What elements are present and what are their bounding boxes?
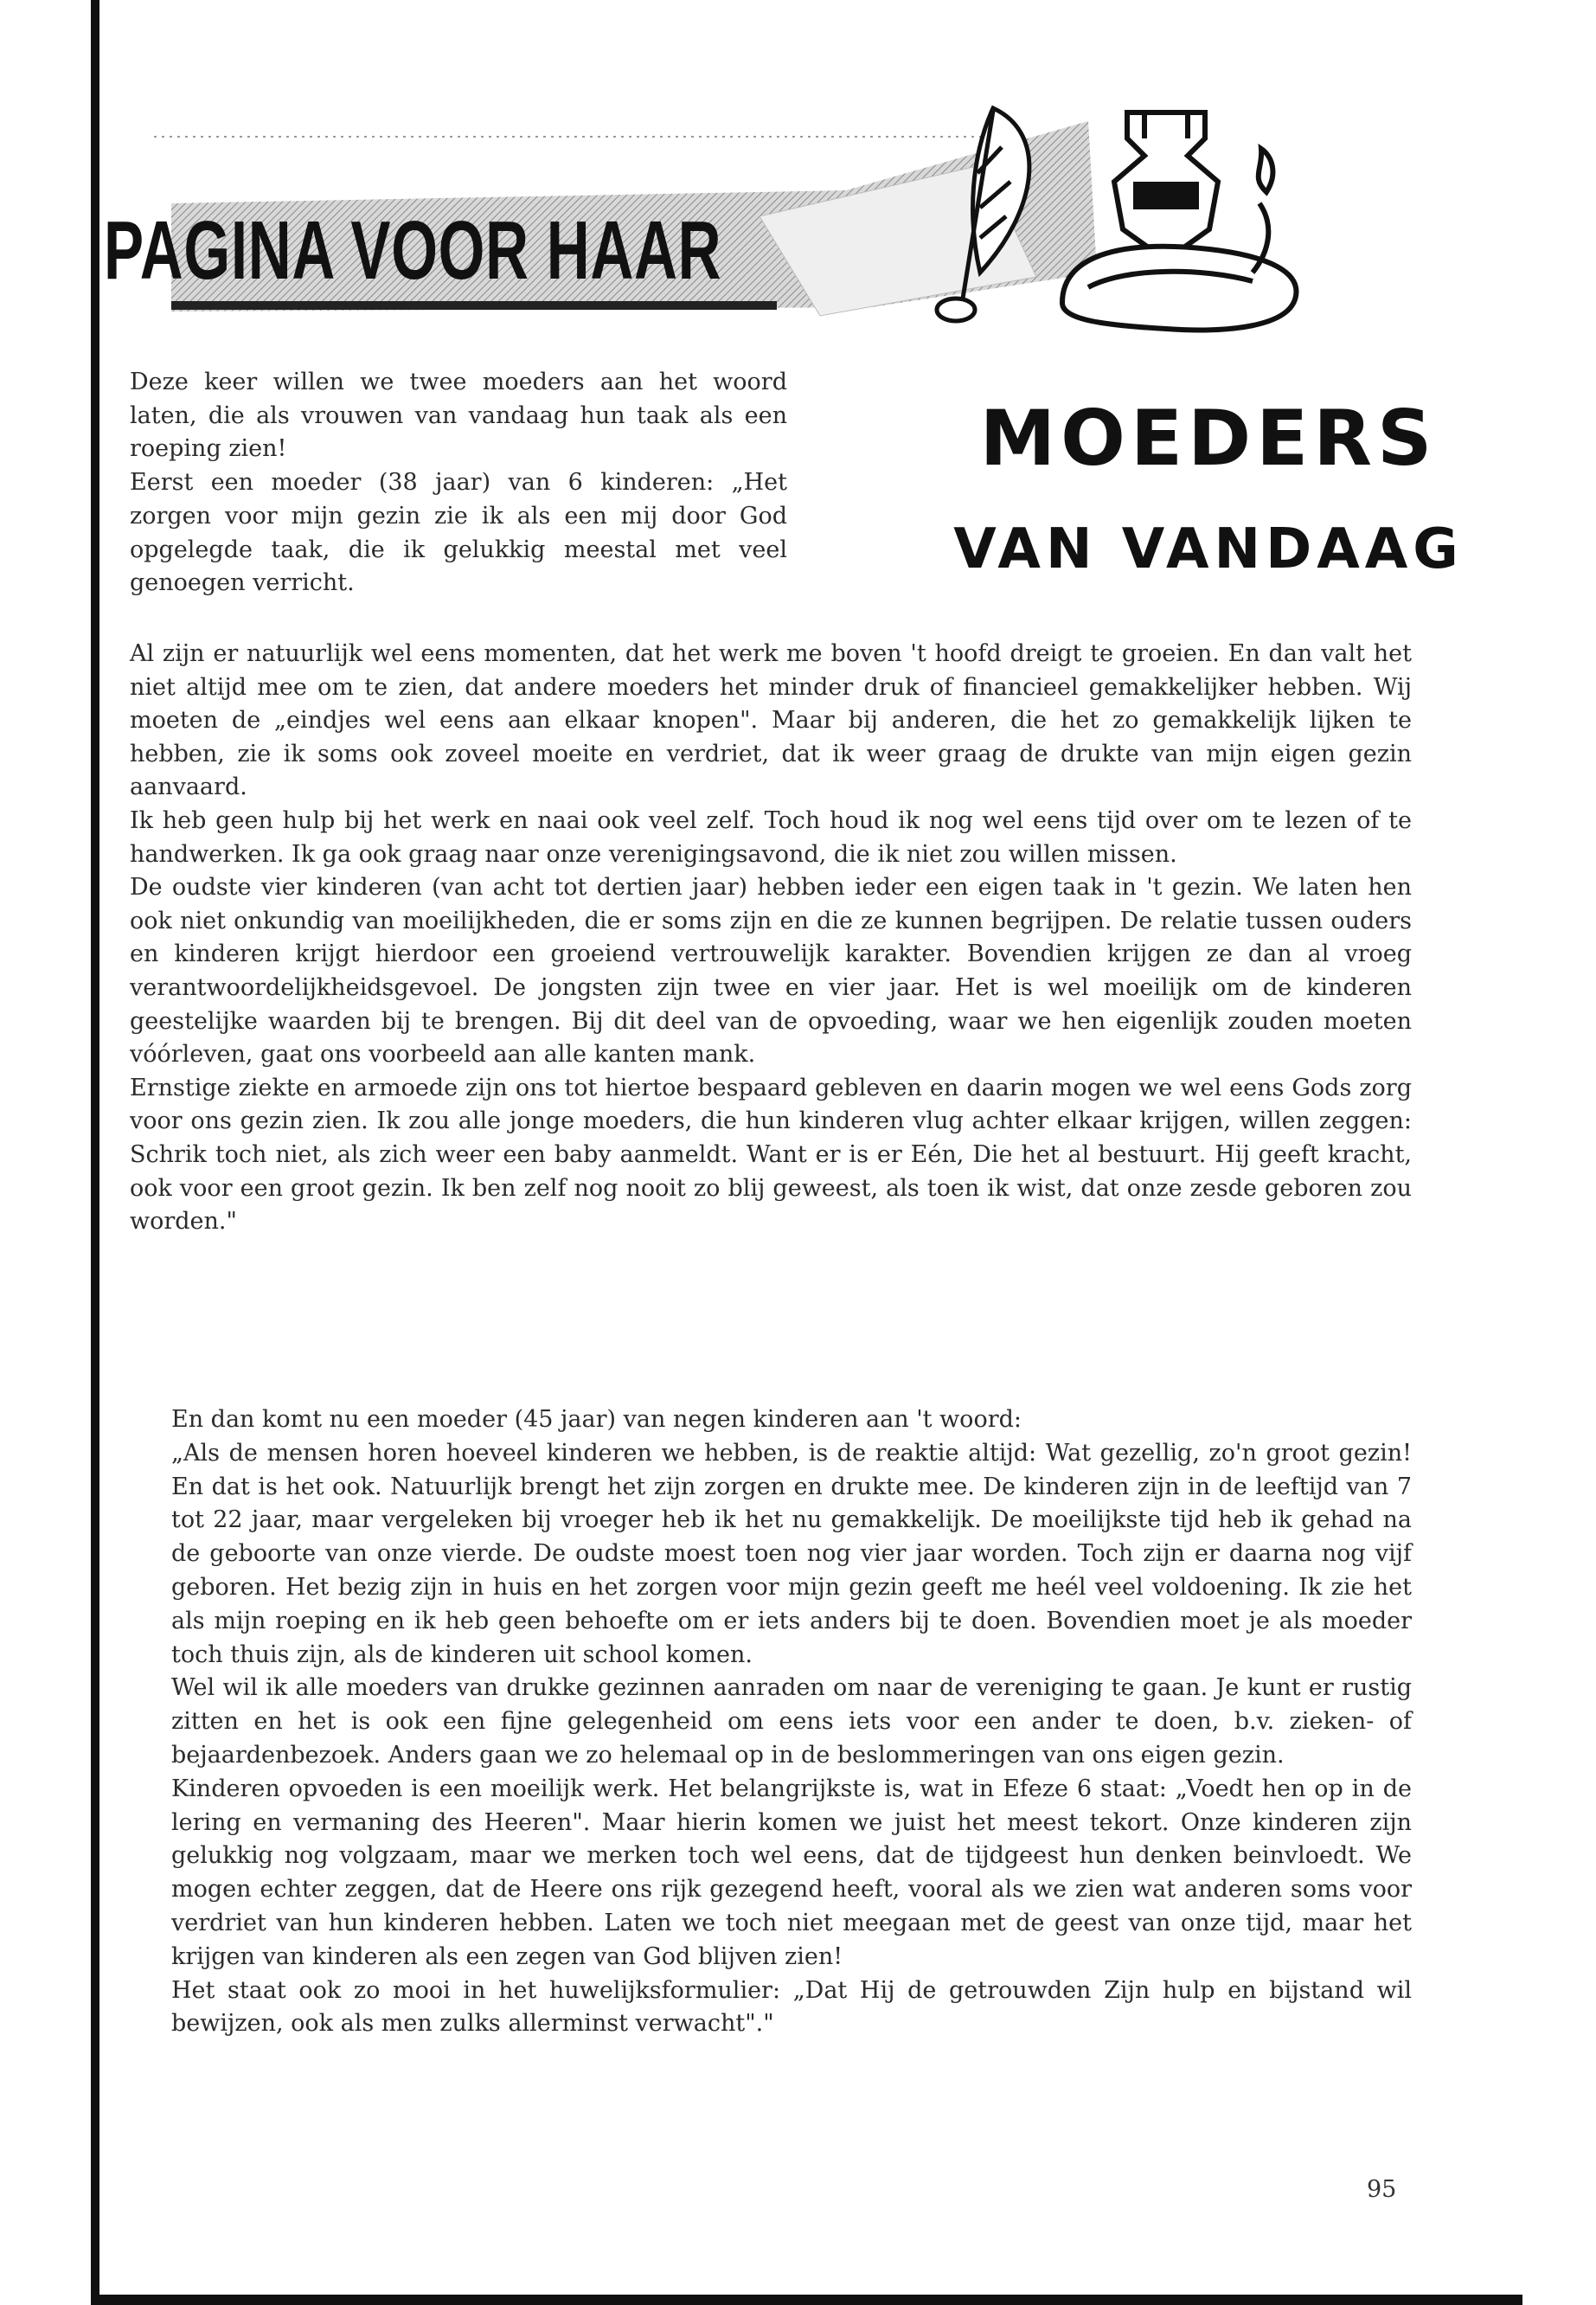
oil-lamp-icon xyxy=(1062,112,1296,330)
article-intro xyxy=(130,366,787,600)
article-subtitle: VAN VANDAAG xyxy=(953,517,1464,581)
paragraph: En dan komt nu een moeder (45 jaar) van negen kinderen aan 't woord: xyxy=(171,1406,1022,1433)
second-mother-text xyxy=(171,1403,1412,2041)
paragraph: Ernstige ziekte en armoede zijn ons tot hiertoe bespaard gebleven en daarin mogen we wel eens Gods zorg voor ons gezin zien. Ik zou alle jonge moeders, die hun kinderen vlug achter elkaar krijgen, willen zeggen: Schrik toch niet, als zich weer een baby aanmeldt. Want er is er Eén, Die het al bestuurt. Hij geeft kracht, ook voor een groot gezin. Ik ben zelf nog nooit zo blij geweest, als toen ik wist, dat onze zesde geboren zou worden." xyxy=(130,1074,1412,1236)
page-header-title: PAGINA VOOR HAAR xyxy=(104,204,722,297)
intro-paragraph: Deze keer willen we twee moeders aan het woord laten, die als vrouwen van vandaag hun taak als een roeping zien! xyxy=(130,369,787,463)
paragraph: Kinderen opvoeden is een moeilijk werk. Het belangrijkste is, wat in Efeze 6 staat: „Voedt hen op in de lering en vermaning des Heeren". Maar hierin komen we juist het meest tekort. Onze kinderen zijn gelukkig nog volgzaam, maar we merken toch wel eens, dat de tijdgeest hun denken beinvloedt. We mogen echter zeggen, dat de Heere ons rijk gezegend heeft, vooral als we zien wat anderen soms voor verdriet van hun kinderen hebben. Laten we toch niet meegaan met de geest van onze tijd, maar het krijgen van kinderen als een zegen van God blijven zien! xyxy=(171,1775,1412,1970)
intro-paragraph: Eerst een moeder (38 jaar) van 6 kinderen: „Het zorgen voor mijn gezin zie ik als een mij door God opgelegde taak, die ik gelukkig meestal met veel genoegen verricht. xyxy=(130,469,787,597)
paragraph: Ik heb geen hulp bij het werk en naai ook veel zelf. Toch houd ik nog wel eens tijd over om te lezen of te handwerken. Ik ga ook graag naar onze verenigingsavond, die ik niet zou willen missen. xyxy=(130,806,1412,868)
paragraph: „Als de mensen horen hoeveel kinderen we hebben, is de reaktie altijd: Wat gezellig, zo'n groot gezin! En dat is het ook. Natuurlijk brengt het zijn zorgen en drukte mee. De kinderen zijn in de leeftijd van 7 tot 22 jaar, maar vergeleken bij vroeger heb ik het nu gemakkelijk. De moeilijkste tijd heb ik gehad na de geboorte van onze vierde. De oudste moest toen nog vier jaar worden. Toch zijn er daarna nog vijf geboren. Het bezig zijn in huis en het zorgen voor mijn gezin geeft me heél veel voldoening. Ik zie het als mijn roeping en ik heb geen behoefte om er iets anders bij te doen. Bovendien moet je als moeder toch thuis zijn, als de kinderen uit school komen. xyxy=(171,1439,1412,1668)
paragraph: Wel wil ik alle moeders van drukke gezinnen aanraden om naar de vereniging te gaan. Je kunt er rustig zitten en het is ook een fijne gelegenheid om eens iets voor een ander te doen, b.v. zieken- of bejaardenbezoek. Anders gaan we zo helemaal op in de beslommeringen van ons eigen gezin. xyxy=(171,1674,1412,1769)
paragraph: Het staat ook zo mooi in het huwelijksformulier: „Dat Hij de getrouwden Zijn hulp en bijstand wil bewijzen, ook als men zulks allerminst verwacht"." xyxy=(171,1976,1412,2038)
first-mother-text xyxy=(130,638,1412,1239)
page-number: 95 xyxy=(1367,2176,1397,2203)
paragraph: Al zijn er natuurlijk wel eens momenten, dat het werk me boven 't hoofd dreigt te groeien. En dan valt het niet altijd mee om te zien, dat andere moeders het minder druk of financieel gemakkelijker hebben. Wij moeten de „eindjes wel eens aan elkaar knopen". Maar bij anderen, die het zo gemakkelijk lijken te hebben, zie ik soms ook zoveel moeite en verdriet, dat ik weer graag de drukte van mijn eigen gezin aanvaard. xyxy=(130,640,1412,801)
paragraph: De oudste vier kinderen (van acht tot dertien jaar) hebben ieder een eigen taak in 't gezin. We laten hen ook niet onkundig van moeilijkheden, die er soms zijn en die ze kunnen begrijpen. De relatie tussen ouders en kinderen krijgt hierdoor een groeiend vertrouwelijk karakter. Bovendien krijgen ze dan al vroeg verantwoordelijkheidsgevoel. De jongsten zijn twee en vier jaar. Het is wel moeilijk om de kinderen geestelijke waarden bij te brengen. Bij dit deel van de opvoeding, waar we hen eigenlijk zouden moeten vóórleven, gaat ons voorbeeld aan alle kanten mank. xyxy=(130,874,1412,1069)
article-title: MOEDERS xyxy=(979,394,1438,483)
